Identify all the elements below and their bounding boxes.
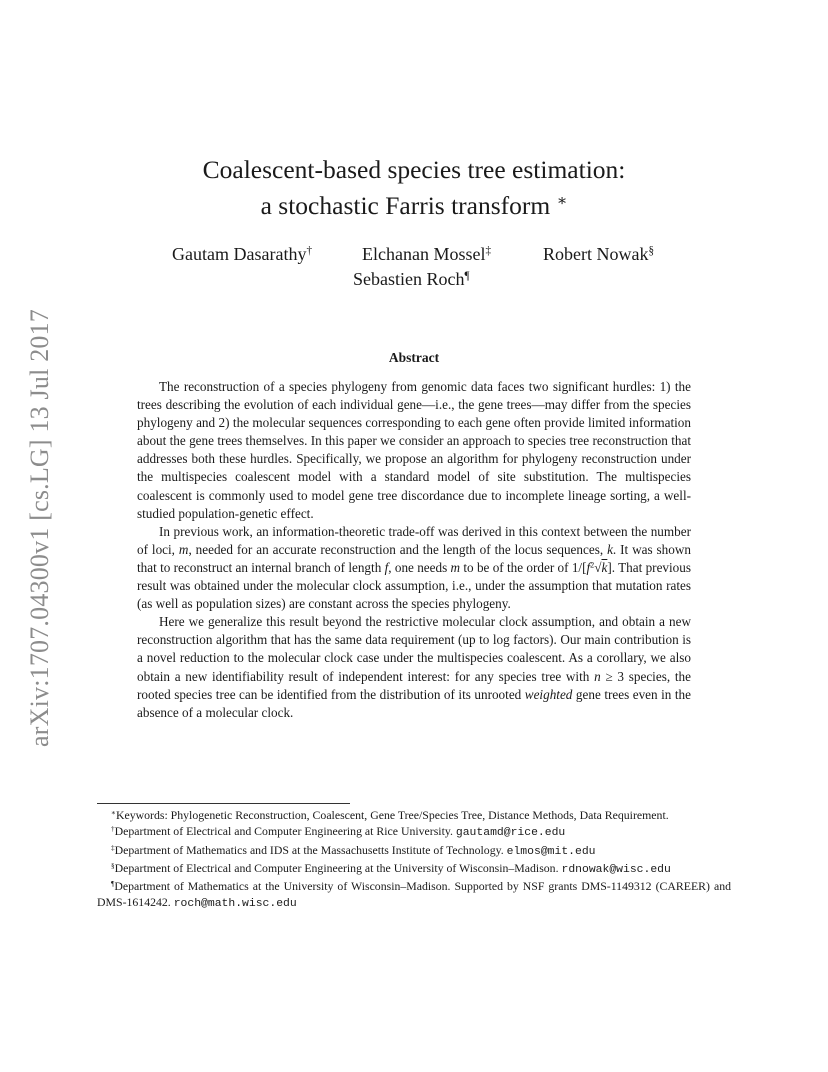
footnote-mossel: ‡Department of Mathematics and IDS at the Massachusetts Institute of Technology. elmos@mit.edu (111, 842, 596, 858)
author-roch: Sebastien Roch¶ (353, 269, 470, 289)
footnote-rule (97, 803, 350, 804)
arxiv-identifier-text: arXiv:1707.04300v1 [cs.LG] 13 Jul 2017 (25, 308, 54, 747)
abstract-paragraph-2: In previous work, an information-theoretic trade-off was derived in this context between the number of loci, m, needed for an accurate reconstruction and the length of the locus sequences, k. It was shown that to reconstruct an internal branch of length f, one needs m to be of the order of $1/[f^2√k]$. That previous result was obtained under the molecular clock assumption, i.e., under the assumption that mutation rates (as well as population sizes) are constant across the species phylogeny. (137, 523, 691, 612)
abstract-paragraph-3: Here we generalize this result beyond the restrictive molecular clock assumption, and obtain a new reconstruction algorithm that has the same data requirement (up to log factors). Our main contribution is a novel reduction to the molecular clock case under the multispecies coalescent. As a corollary, we also obtain a new identifiability result of independent interest: for any species tree with n ≥ 3 species, the rooted species tree can be identified from the distribution of its unrooted weighted gene trees even in the absence of a molecular clock. (137, 614, 691, 720)
author-dasarathy: Gautam Dasarathy† (172, 244, 313, 264)
footnotes (97, 807, 731, 913)
order-expression: $1/[f^2√k]$ (571, 559, 612, 575)
footnote-roch: ¶Department of Mathematics at the University of Wisconsin–Madison. Supported by NSF grants DMS-1149312 (CAREER) and DMS-1614242. roch@math.wisc.edu (97, 879, 731, 911)
title-line-1: Coalescent-based species tree estimation: (202, 155, 626, 184)
author-mossel: Elchanan Mossel‡ (362, 244, 492, 264)
paper-title (0, 152, 828, 224)
author-nowak: Robert Nowak§ (543, 244, 655, 264)
email-roch[interactable]: roch@math.wisc.edu (173, 898, 297, 911)
footnote-dasarathy: †Department of Electrical and Computer Engineering at Rice University. gautamd@rice.edu (111, 824, 566, 840)
title-line-2: a stochastic Farris transform ∗ (260, 191, 568, 220)
email-dasarathy[interactable]: gautamd@rice.edu (455, 827, 566, 840)
email-nowak[interactable]: rdnowak@wisc.edu (561, 863, 671, 876)
title-footnote-mark: ∗ (556, 192, 568, 210)
email-mossel[interactable]: elmos@mit.edu (506, 845, 596, 858)
abstract-paragraph-1: The reconstruction of a species phylogeny from genomic data faces two significant hurdles: 1) the trees describing the evolution of each individual gene—i.e., the gene trees—may differ from the species phylogeny and 2) the molecular sequences corresponding to each gene often provide limited information about the gene trees themselves. In this paper we consider an approach to species tree reconstruction that addresses both these hurdles. Specifically, we propose an algorithm for phylogeny reconstruction under the multispecies coalescent model with a standard model of site substitution. The multispecies coalescent is commonly used to model gene tree discordance due to incomplete lineage sorting, a well-studied population-genetic effect. (137, 379, 691, 521)
footnote-keywords: ∗Keywords: Phylogenetic Reconstruction, Coalescent, Gene Tree/Species Tree, Distance Methods, Data Requirement. (111, 807, 669, 822)
abstract-heading: Abstract (388, 350, 440, 365)
abstract-body (137, 378, 691, 722)
footnote-nowak: §Department of Electrical and Computer Engineering at the University of Wisconsin–Madison. rdnowak@wisc.edu (111, 860, 671, 876)
